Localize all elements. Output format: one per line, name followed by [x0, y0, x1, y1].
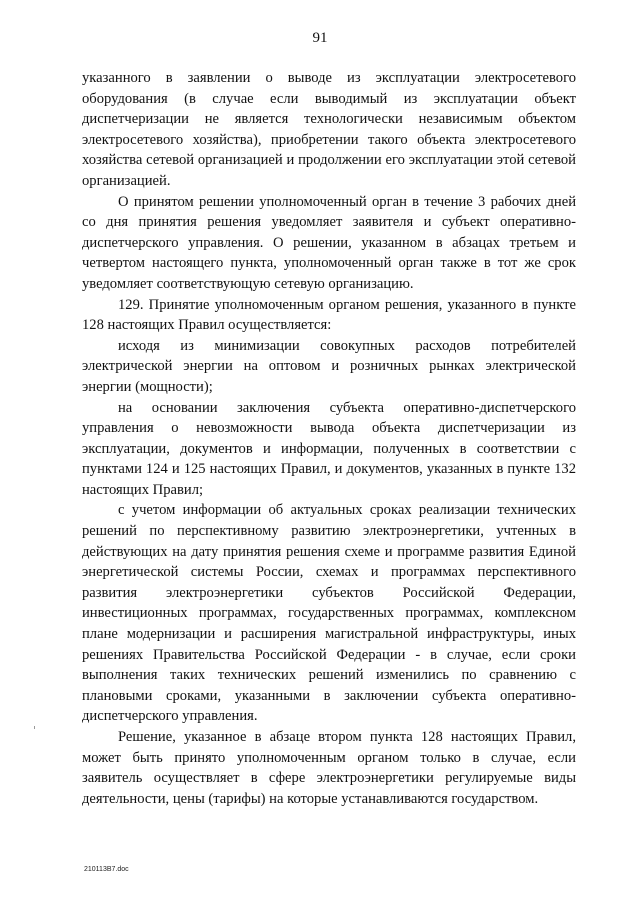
paragraph-criterion-costs: исходя из минимизации совокупных расходов потребителей электрической энергии на оптовом и розничных рынках электрической энергии (мощности);	[82, 337, 576, 395]
paragraph-continuation: указанного в заявлении о выводе из эксплуатации электросетевого оборудования (в случае если выводимый из эксплуатации объект диспетчеризации не является технологически независимым объектом электросетевого хозяйства), приобретении такого объекта электросетевого хозяйства сетевой организацией и продолжении его эксплуатации этой сетевой организацией.	[82, 70, 576, 189]
paragraph-criterion-technical-solutions: с учетом информации об актуальных сроках реализации технических решений по перспективному развитию электроэнергетики, учтенных в действующих на дату принятия решения схеме и программе развития Единой энергетической системы России, схемах и программах перспективного развития электроэнергетики субъектов Российской Федерации, инвестиционных программах, государственных программах, комплексном плане модернизации и расширения магистральной инфраструктуры, иных решениях Правительства Российской Федерации - в случае, если сроки выполнения таких технических решений изменились по сравнению с плановыми сроками, указанными в заключении субъекта оперативно-диспетчерского управления.	[82, 502, 576, 725]
paragraph-criterion-conclusion: на основании заключения субъекта оперативно-диспетчерского управления о невозможности вывода объекта диспетчеризации из эксплуатации, документов и информации, полученных в соответствии с пунктами 124 и 125 настоящих Правил, и документов, указанных в пункте 132 настоящих Правил;	[82, 399, 576, 498]
document-body	[82, 68, 576, 809]
paragraph-decision-condition: Решение, указанное в абзаце втором пункта 128 настоящих Правил, может быть принято уполномоченным органом только в случае, если заявитель осуществляет в сфере электроэнергетики регулируемые виды деятельности, цены (тарифы) на которые устанавливаются государством.	[82, 729, 576, 807]
scan-mark	[34, 726, 35, 729]
paragraph-clause-129: 129. Принятие уполномоченным органом решения, указанного в пункте 128 настоящих Правил осуществляется:	[82, 296, 576, 334]
footer-file-code: 210113B7.doc	[84, 866, 129, 873]
paragraph-notification: О принятом решении уполномоченный орган в течение 3 рабочих дней со дня принятия решения уведомляет заявителя и субъект оперативно-диспетчерского управления. О решении, указанном в абзацах третьем и четвертом настоящего пункта, уполномоченный орган также в тот же срок уведомляет соответствующую сетевую организацию.	[82, 193, 576, 292]
page-number: 91	[312, 30, 328, 46]
